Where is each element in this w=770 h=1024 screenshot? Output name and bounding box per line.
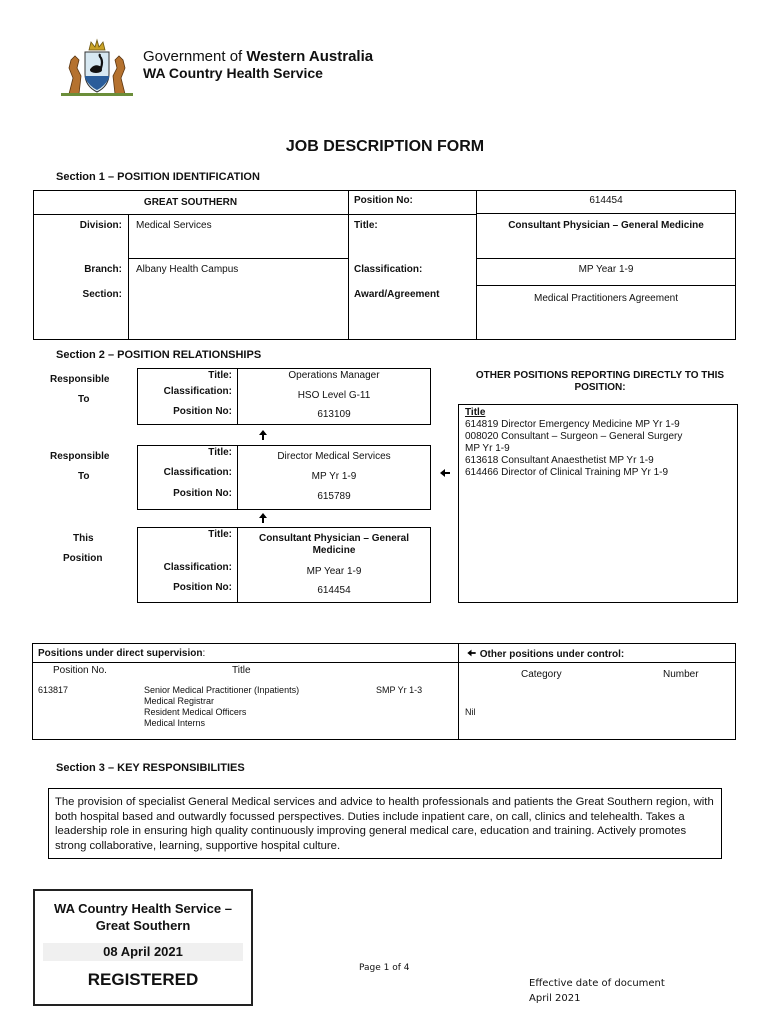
manager-title-label: Title: xyxy=(208,370,232,381)
list-item: MP Yr 1-9 xyxy=(465,443,510,454)
director-title: Director Medical Services xyxy=(277,451,391,462)
effective-date-label: Effective date of document xyxy=(529,978,665,989)
this-position-position-no: 614454 xyxy=(317,585,351,596)
director-classification: MP Yr 1-9 xyxy=(311,471,357,482)
column-position-no: Position No. xyxy=(53,665,107,676)
supervised-titles xyxy=(144,685,299,729)
responsible-to-label-2a: Responsible xyxy=(50,451,110,462)
key-responsibilities-text: The provision of specialist General Medical services and advice to health professionals and patients the Great Southern region, with both hospital based and outwardly focussed perspectives. Duties include inpatient care, on call, clinics and telehealth. Takes a leadership role in ensuring high quality continuously improving general medical care, education and training. Actively promotes strong collaborative, learning, supportive hospital culture. xyxy=(55,796,714,852)
page-number: Page 1 of 4 xyxy=(359,963,410,973)
this-position-label-b: Position xyxy=(63,553,103,564)
supervision-heading: Positions under direct supervision: xyxy=(38,648,206,659)
other-control-value: Nil xyxy=(465,707,476,717)
form-title: JOB DESCRIPTION FORM xyxy=(285,138,485,155)
title-value: Consultant Physician – General Medicine xyxy=(508,220,704,231)
effective-date-value: April 2021 xyxy=(529,993,581,1004)
arrow-up-icon xyxy=(257,512,269,524)
stamp-date: 08 April 2021 xyxy=(43,943,243,961)
section-label: Section: xyxy=(82,289,122,300)
director-position-no: 615789 xyxy=(317,491,351,502)
stamp-line-1: WA Country Health Service – xyxy=(54,901,232,916)
manager-position-no: 613109 xyxy=(317,409,351,420)
section3-heading: Section 3 – KEY RESPONSIBILITIES xyxy=(56,762,245,774)
registered-stamp xyxy=(33,889,253,1006)
column-title: Title xyxy=(232,665,251,676)
this-position-label-a: This xyxy=(73,533,94,544)
list-item: Medical Interns xyxy=(144,718,206,728)
branch-value: Albany Health Campus xyxy=(136,264,239,275)
other-positions-list xyxy=(465,419,735,479)
other-control-heading: Other positions under control: xyxy=(466,648,624,661)
manager-title: Operations Manager xyxy=(288,370,380,381)
this-position-classification: MP Year 1-9 xyxy=(306,566,362,577)
this-position-title: Consultant Physician – General Medicine xyxy=(258,533,410,556)
responsible-to-label-1b: To xyxy=(78,394,90,405)
manager-classification: HSO Level G-11 xyxy=(297,390,371,401)
responsible-to-label-1a: Responsible xyxy=(50,374,110,385)
list-item: Resident Medical Officers xyxy=(144,707,247,717)
manager-position-no-label: Position No: xyxy=(173,406,232,417)
director-title-label: Title: xyxy=(208,447,232,458)
position-no-label: Position No: xyxy=(354,195,413,206)
position-no-value: 614454 xyxy=(589,195,623,206)
branch-label: Branch: xyxy=(84,264,122,275)
column-category: Category xyxy=(521,669,562,680)
supervised-position-no: 613817 xyxy=(38,685,69,695)
award-label: Award/Agreement xyxy=(354,289,440,300)
supervised-level: SMP Yr 1-3 xyxy=(376,685,423,695)
stamp-line-2: Great Southern xyxy=(95,918,191,933)
this-position-title-label: Title: xyxy=(208,529,232,540)
classification-label: Classification: xyxy=(354,264,423,275)
service-name: WA Country Health Service xyxy=(143,65,323,81)
division-value: Medical Services xyxy=(136,220,212,231)
this-position-position-no-label: Position No: xyxy=(173,582,232,593)
director-classification-label: Classification: xyxy=(163,467,232,478)
manager-classification-label: Classification: xyxy=(163,386,232,397)
list-item: Senior Medical Practitioner (Inpatients) xyxy=(144,685,300,695)
responsible-to-label-2b: To xyxy=(78,471,90,482)
coat-of-arms-icon xyxy=(55,38,139,98)
director-position-no-label: Position No: xyxy=(173,488,232,499)
division-label: Division: xyxy=(79,220,122,231)
arrow-up-icon xyxy=(257,429,269,441)
award-value: Medical Practitioners Agreement xyxy=(534,293,678,304)
list-item: 614466 Director of Clinical Training MP Yr 1-9 xyxy=(465,467,669,478)
column-number: Number xyxy=(663,669,699,680)
other-positions-title-label: Title xyxy=(465,407,486,418)
list-item: Medical Registrar xyxy=(144,696,215,706)
list-item: 008020 Consultant – Surgeon – General Surgery xyxy=(465,431,683,442)
section2-heading: Section 2 – POSITION RELATIONSHIPS xyxy=(56,349,262,361)
classification-value: MP Year 1-9 xyxy=(578,264,634,275)
arrow-left-icon xyxy=(466,648,477,658)
stamp-status: REGISTERED xyxy=(87,970,199,989)
list-item: 614819 Director Emergency Medicine MP Yr 1-9 xyxy=(465,419,680,430)
this-position-classification-label: Classification: xyxy=(163,562,232,573)
title-label: Title: xyxy=(354,220,378,231)
section1-heading: Section 1 – POSITION IDENTIFICATION xyxy=(56,171,260,183)
arrow-left-icon xyxy=(439,467,451,479)
government-state: Western Australia xyxy=(246,48,374,65)
region-name: GREAT SOUTHERN xyxy=(143,197,238,208)
list-item: 613618 Consultant Anaesthetist MP Yr 1-9 xyxy=(465,455,654,466)
government-label: Government of xyxy=(143,48,247,65)
other-positions-heading: OTHER POSITIONS REPORTING DIRECTLY TO THIS POSITION: xyxy=(475,370,725,393)
